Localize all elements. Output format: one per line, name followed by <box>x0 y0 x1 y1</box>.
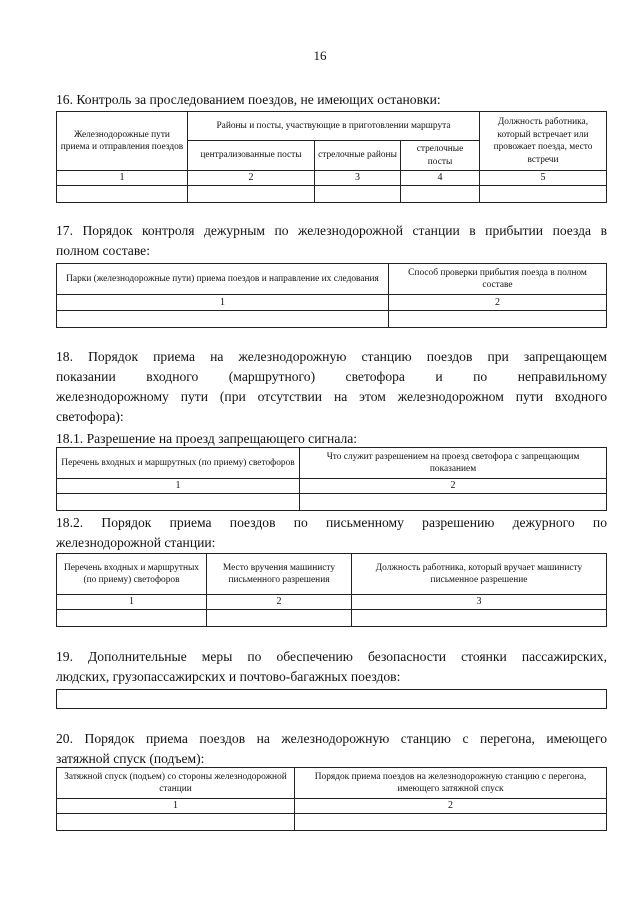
section-17-heading-line: 17. Порядок контроля дежурным по железнодорожной станции в прибытии поезда в <box>56 223 607 238</box>
col-number: 1 <box>57 799 295 814</box>
empty-cell <box>480 186 607 203</box>
col-number: 2 <box>295 799 607 814</box>
col-number: 1 <box>57 479 300 494</box>
empty-cell <box>57 610 207 627</box>
col-slope-header: Затяжной спуск (подъем) со стороны железнодорожной станции <box>57 768 295 799</box>
col-parks-header: Парки (железнодорожные пути) приема поездов и направление их следования <box>57 264 389 295</box>
section-17-heading <box>56 221 607 261</box>
section-16-heading: 16. Контроль за проследованием поездов, не имеющих остановки: <box>56 92 441 107</box>
section-19-heading-line: 19. Дополнительные меры по обеспечению безопасности стоянки пассажирских, <box>56 649 607 664</box>
col-place-header: Место вручения машинисту письменного разрешения <box>207 554 352 595</box>
col-number: 5 <box>480 171 607 186</box>
section-18-1-table <box>56 447 607 511</box>
section-18-1-heading: 18.1. Разрешение на проезд запрещающего сигнала: <box>56 431 358 446</box>
section-19-heading <box>56 647 607 687</box>
col-position-header: Должность работника, который вручает машинисту письменное разрешение <box>352 554 607 595</box>
section-18-heading-line: светофора): <box>56 409 124 424</box>
section-19-heading-line: людских, грузопассажирских и почтово-багажных поездов: <box>56 669 401 684</box>
empty-cell <box>401 186 480 203</box>
col-areas-header: Районы и посты, участвующие в приготовлении маршрута <box>188 112 480 141</box>
col-method-header: Способ проверки прибытия поезда в полном составе <box>389 264 607 295</box>
col-number: 2 <box>389 295 607 311</box>
section-20-heading-line: 20. Порядок приема поездов на железнодорожную станцию с перегона, имеющего <box>56 731 607 746</box>
section-18-2-heading-line: 18.2. Порядок приема поездов по письменному разрешению дежурного по <box>56 515 607 530</box>
section-19-blank-field <box>56 689 607 709</box>
col-number: 3 <box>315 171 401 186</box>
col-number: 1 <box>57 295 389 311</box>
empty-cell <box>57 814 295 831</box>
section-18-heading-line: 18. Порядок приема на железнодорожную станцию поездов при запрещающем <box>56 349 607 364</box>
col-number: 3 <box>352 595 607 610</box>
col-switch-posts-header: стрелочные посты <box>401 141 480 171</box>
empty-cell <box>389 311 607 328</box>
col-order-header: Порядок приема поездов на железнодорожную станцию с перегона, имеющего затяжной спуск <box>295 768 607 799</box>
empty-cell <box>57 311 389 328</box>
col-switch-areas-header: стрелочные районы <box>315 141 401 171</box>
empty-cell <box>207 610 352 627</box>
col-number: 1 <box>57 595 207 610</box>
page-number: 16 <box>313 48 327 63</box>
section-18-2-heading <box>56 513 607 553</box>
section-18-heading-line: железнодорожному пути (при отсутствии на этом железнодорожном пути входного <box>56 389 607 404</box>
section-20-table <box>56 767 607 831</box>
col-number: 2 <box>188 171 315 186</box>
col-tracks-header: Железнодорожные пути приема и отправления поездов <box>57 112 188 171</box>
empty-cell <box>188 186 315 203</box>
col-list-header: Перечень входных и маршрутных (по приему) светофоров <box>57 448 300 479</box>
col-what-header: Что служит разрешением на проезд светофора с запрещающим показанием <box>300 448 607 479</box>
empty-cell <box>352 610 607 627</box>
section-18-heading <box>56 347 607 427</box>
section-17-table <box>56 263 607 328</box>
col-number: 4 <box>401 171 480 186</box>
section-18-2-table <box>56 553 607 627</box>
empty-cell <box>300 494 607 511</box>
col-number: 1 <box>57 171 188 186</box>
col-number: 2 <box>300 479 607 494</box>
section-16-table <box>56 111 607 203</box>
section-20-heading-line: затяжной спуск (подъем): <box>56 751 205 766</box>
col-number: 2 <box>207 595 352 610</box>
col-worker-header: Должность работника, который встречает или провожает поезда, место встречи <box>480 112 607 171</box>
section-17-heading-line: полном составе: <box>56 243 150 258</box>
empty-cell <box>315 186 401 203</box>
section-20-heading <box>56 729 607 769</box>
empty-cell <box>57 186 188 203</box>
section-18-heading-line: показании входного (маршрутного) светофора и по неправильному <box>56 369 607 384</box>
empty-cell <box>57 494 300 511</box>
col-list-header: Перечень входных и маршрутных (по приему) светофоров <box>57 554 207 595</box>
col-central-header: централизованные посты <box>188 141 315 171</box>
empty-cell <box>295 814 607 831</box>
section-18-2-heading-line: железнодорожной станции: <box>56 535 216 550</box>
